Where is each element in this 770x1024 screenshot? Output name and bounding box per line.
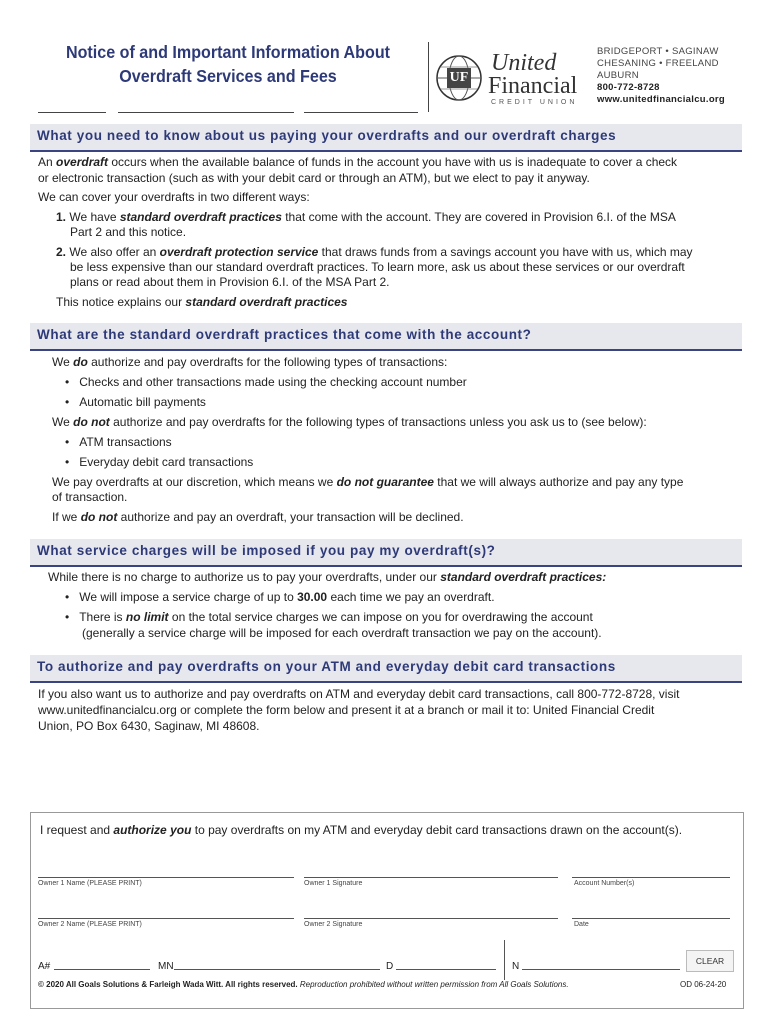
- authorize-instructions-line-2: www.unitedfinancialcu.org or complete the form below and present it at a branch or mail it to: United Financial Credit: [38, 703, 655, 717]
- account-numbers-label: Account Number(s): [574, 880, 635, 887]
- logo-word-financial: Financial: [488, 73, 578, 99]
- phone-number: 800-772-8728: [597, 82, 660, 93]
- list-item-1: 1. We have standard overdraft practices that come with the account. They are covered in Provision 6.I. of the MSA: [56, 210, 676, 224]
- n-label: N: [512, 961, 520, 972]
- form-code: OD 06-24-20: [680, 980, 727, 989]
- clear-button[interactable]: CLEAR: [686, 950, 734, 972]
- discretion-text: We pay overdrafts at our discretion, which means we do not guarantee that we will always authorize and pay any type: [52, 475, 684, 489]
- no-charge-text: While there is no charge to authorize us to pay your overdrafts, under our standard overdraft practices:: [48, 570, 607, 584]
- title-underline-2: [118, 112, 294, 113]
- d-label: D: [386, 961, 394, 972]
- a-number-label: A#: [38, 961, 51, 972]
- account-numbers-field[interactable]: [572, 877, 730, 878]
- owner2-signature-field[interactable]: [304, 918, 558, 919]
- section-heading-service-charges: What service charges will be imposed if you pay my overdraft(s)?: [30, 539, 742, 567]
- mn-field[interactable]: [174, 969, 380, 970]
- section-heading-standard-practices: What are the standard overdraft practices that come with the account?: [30, 323, 742, 351]
- section-heading-overdrafts: What you need to know about us paying your overdrafts and our overdraft charges: [30, 124, 742, 152]
- branches-line-2: CHESANING • FREELAND: [597, 58, 719, 69]
- request-statement: I request and authorize you to pay overdrafts on my ATM and everyday debit card transactions drawn on the account(s).: [40, 823, 683, 837]
- n-field[interactable]: [522, 969, 680, 970]
- list-item-1-cont: Part 2 and this notice.: [70, 225, 187, 239]
- logo-word-united: United: [491, 50, 557, 76]
- owner1-name-label: Owner 1 Name (PLEASE PRINT): [38, 880, 142, 887]
- branches-line-1: BRIDGEPORT • SAGINAW: [597, 46, 719, 57]
- logo-monogram: UF: [449, 70, 469, 85]
- list-item: • Everyday debit card transactions: [65, 455, 254, 469]
- office-use-divider: [504, 940, 505, 980]
- list-item: • ATM transactions: [65, 435, 172, 449]
- authorize-instructions-line-3: Union, PO Box 6430, Saginaw, MI 48608.: [38, 719, 260, 733]
- notice-explains-text: This notice explains our standard overdraft practices: [56, 295, 348, 309]
- owner1-name-field[interactable]: [38, 877, 294, 878]
- a-number-field[interactable]: [54, 969, 150, 970]
- owner1-signature-label: Owner 1 Signature: [304, 880, 363, 887]
- list-item: • There is no limit on the total service charges we can impose on you for overdrawing the account: [65, 610, 593, 624]
- do-not-authorize-text: We do not authorize and pay overdrafts for the following types of transactions unless you ask us to (see below):: [52, 415, 647, 429]
- overdraft-definition-line-2: or electronic transaction (such as with your debit card or through an ATM), but we elect to pay it anyway.: [38, 171, 590, 185]
- mn-label: MN: [158, 961, 174, 972]
- title-line-2: Overdraft Services and Fees: [119, 66, 337, 86]
- title-underline-3: [304, 112, 418, 113]
- title-underline-1: [38, 112, 106, 113]
- declined-text: If we do not authorize and pay an overdraft, your transaction will be declined.: [52, 510, 464, 524]
- authorize-instructions-line-1: If you also want us to authorize and pay overdrafts on ATM and everyday debit card transactions, call 800-772-8728, visit: [38, 687, 680, 701]
- do-authorize-text: We do authorize and pay overdrafts for the following types of transactions:: [52, 355, 448, 369]
- list-item: • We will impose a service charge of up to 30.00 each time we pay an overdraft.: [65, 590, 495, 604]
- discretion-text-cont: of transaction.: [52, 490, 128, 504]
- header-divider: [428, 42, 429, 112]
- owner2-name-field[interactable]: [38, 918, 294, 919]
- list-item-2: 2. We also offer an overdraft protection service that draws funds from a savings account you have with us, which may: [56, 245, 693, 259]
- title-line-1: Notice of and Important Information About: [65, 42, 391, 62]
- date-field[interactable]: [572, 918, 730, 919]
- credit-union-logo: [433, 48, 583, 108]
- list-item-cont: (generally a service charge will be imposed for each overdraft transaction we pay on the account).: [82, 626, 602, 640]
- list-item: • Checks and other transactions made using the checking account number: [65, 375, 467, 389]
- branch-info: [597, 46, 725, 106]
- overdraft-definition-line-1: An overdraft occurs when the available balance of funds in the account you have with us is inadequate to cover a check: [38, 155, 678, 169]
- d-field[interactable]: [396, 969, 496, 970]
- list-item-2-cont-1: be less expensive than our standard overdraft practices. To learn more, ask us about these services or our overdraft: [70, 260, 685, 274]
- two-ways-text: We can cover your overdrafts in two different ways:: [38, 190, 310, 204]
- list-item: • Automatic bill payments: [65, 395, 206, 409]
- section-heading-authorize: To authorize and pay overdrafts on your ATM and everyday debit card transactions: [30, 655, 742, 683]
- date-label: Date: [574, 921, 589, 928]
- owner2-signature-label: Owner 2 Signature: [304, 921, 363, 928]
- website: www.unitedfinancialcu.org: [597, 94, 726, 105]
- copyright: © 2020 All Goals Solutions & Farleigh Wada Witt. All rights reserved. Reproduction prohibited without written permission from All Goals Solutions.: [38, 980, 569, 989]
- page-title: [53, 40, 403, 88]
- logo-subtitle: CREDIT UNION: [491, 99, 578, 106]
- owner1-signature-field[interactable]: [304, 877, 558, 878]
- branches-line-3: AUBURN: [597, 70, 639, 81]
- owner2-name-label: Owner 2 Name (PLEASE PRINT): [38, 921, 142, 928]
- list-item-2-cont-2: plans or read about them in Provision 6.I. of the MSA Part 2.: [70, 275, 390, 289]
